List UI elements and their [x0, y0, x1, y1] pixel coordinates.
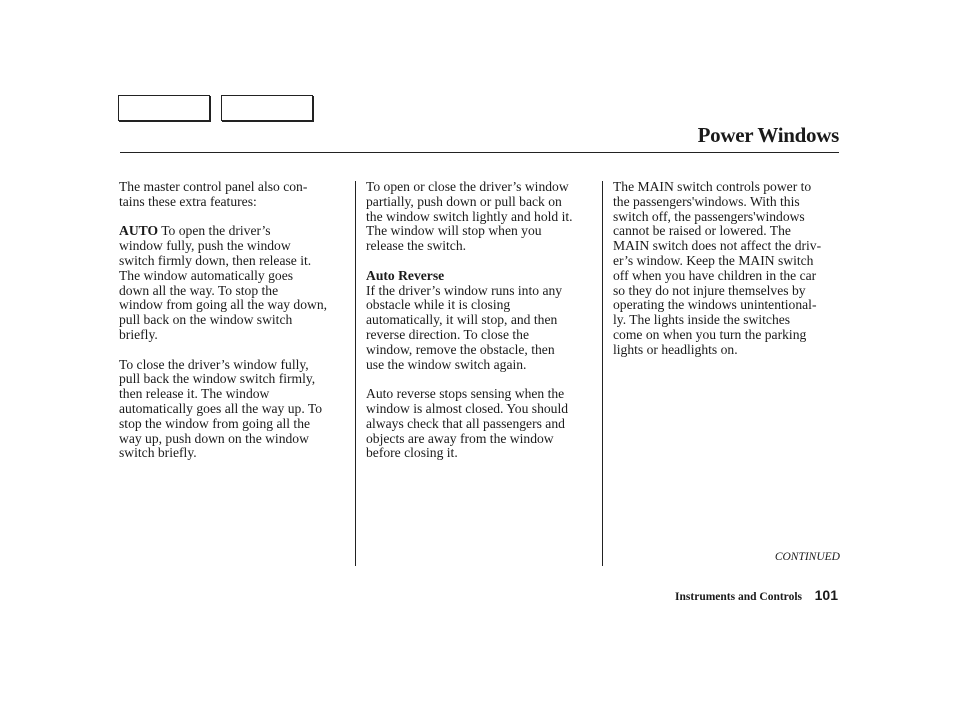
auto-reverse-heading: Auto Reverse [366, 267, 445, 283]
partial-paragraph: To open or close the driver’s window partially, push down or pull back on the window switch lightly and hold it. The window will stop when you release the switch. [366, 179, 573, 254]
auto-open-text: To open the driver’s window fully, push the window switch firmly down, then release it. The window automatically goes down all the way. To stop the window from going all the way down, pull back on the window switch briefly. [119, 223, 328, 342]
intro-paragraph: The master control panel also con- tains these extra features: [119, 179, 308, 209]
nav-tab-2[interactable] [221, 95, 313, 121]
nav-tab-1[interactable] [118, 95, 210, 121]
column-divider [355, 181, 356, 566]
column-1 [119, 180, 347, 476]
auto-label: AUTO [119, 223, 159, 239]
auto-reverse-note: Auto reverse stops sensing when the window is almost closed. You should always check that all passengers and objects are away from the window before closing it. [366, 386, 569, 461]
auto-reverse-text: If the driver’s window runs into any obstacle while it is closing automatically, it will stop, and then reverse direction. To close the window, remove the obstacle, then use the window switch again. [366, 282, 563, 372]
continued-label: CONTINUED [774, 551, 840, 563]
column-3 [613, 180, 845, 372]
auto-reverse-section [366, 269, 596, 373]
footer-section-title: Instruments and Controls [675, 591, 802, 603]
title-rule [120, 152, 839, 153]
column-divider [602, 181, 603, 566]
auto-paragraph [119, 224, 347, 342]
auto-close-paragraph: To close the driver’s window fully, pull back the window switch firmly, then release it. The window automatically goes all the way up. To stop the window from going all the way up, push down on the window switch briefly. [119, 356, 323, 461]
page-number: 101 [814, 587, 838, 603]
page-title: Power Windows [697, 123, 839, 147]
column-2 [366, 180, 596, 476]
main-switch-paragraph: The MAIN switch controls power to the passengers'windows. With this switch off, the passengers'windows cannot be raised or lowered. The MAIN switch does not affect the driv- er’s window. Keep the MAIN switch off when you have children in the car so they do not injure themselves by operating the windows unintentional- ly. The lights inside the switches come on when you turn the parking lights or headlights on. [613, 179, 822, 357]
